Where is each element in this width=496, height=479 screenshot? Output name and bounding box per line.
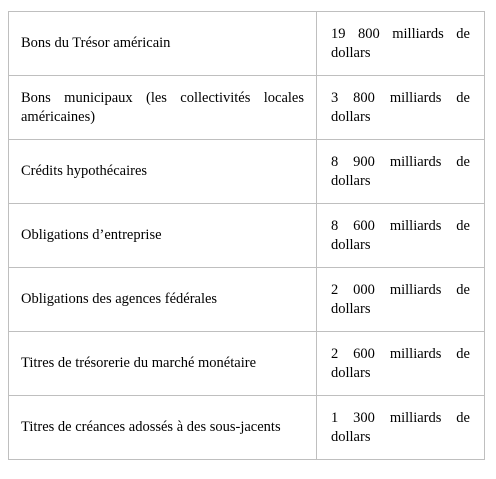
amount-cell: 19 800 milliards de dollars (317, 12, 485, 76)
amount-cell: 2 000 milliards de dollars (317, 268, 485, 332)
security-type-cell: Crédits hypothécaires (9, 140, 317, 204)
table-row (9, 12, 485, 76)
amount-cell: 2 600 milliards de dollars (317, 332, 485, 396)
security-type-cell: Obligations d’entreprise (9, 204, 317, 268)
table-row (9, 332, 485, 396)
table-row (9, 268, 485, 332)
amount-cell: 3 800 milliards de dollars (317, 76, 485, 140)
security-type-cell: Titres de trésorerie du marché monétaire (9, 332, 317, 396)
table-row (9, 396, 485, 460)
table-row (9, 76, 485, 140)
amount-cell: 1 300 milliards de dollars (317, 396, 485, 460)
security-type-cell: Bons municipaux (les collectivités locales américaines) (9, 76, 317, 140)
amount-cell: 8 600 milliards de dollars (317, 204, 485, 268)
security-type-cell: Obligations des agences fédérales (9, 268, 317, 332)
security-type-cell: Titres de créances adossés à des sous-jacents (9, 396, 317, 460)
table-row (9, 204, 485, 268)
table-row (9, 140, 485, 204)
security-type-cell: Bons du Trésor américain (9, 12, 317, 76)
securities-table (8, 11, 485, 460)
securities-table-body (9, 12, 485, 460)
amount-cell: 8 900 milliards de dollars (317, 140, 485, 204)
